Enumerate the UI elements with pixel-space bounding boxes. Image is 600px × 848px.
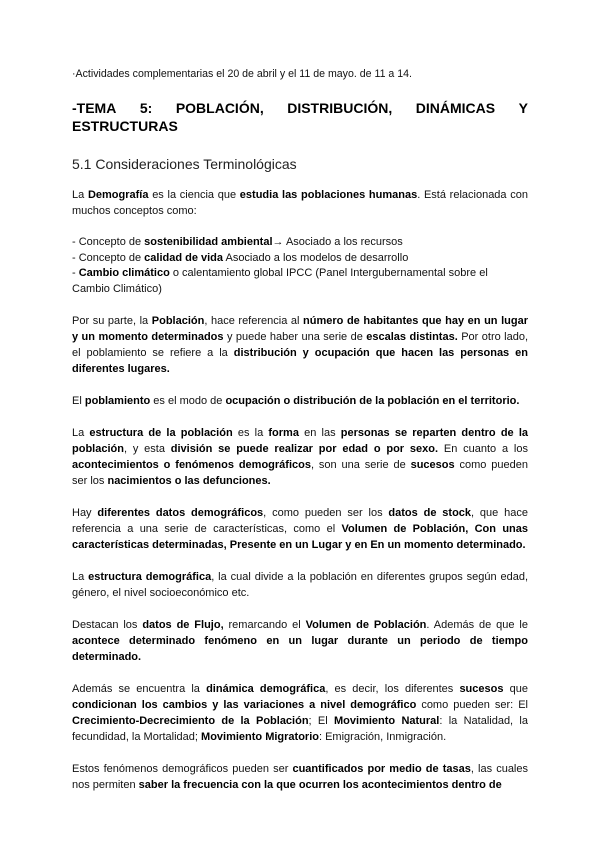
bold-text: Movimiento Natural xyxy=(334,715,440,727)
heading-word: DISTRIBUCIÓN, xyxy=(287,100,393,116)
list-item xyxy=(72,251,528,267)
bold-text: datos de stock xyxy=(388,507,472,519)
paragraph-poblamiento xyxy=(72,393,528,409)
heading-word: Y xyxy=(518,100,528,116)
text: Además se encuentra la xyxy=(72,683,207,695)
text: - xyxy=(72,267,79,279)
bold-text: personas se reparten dentro de la población xyxy=(72,427,528,455)
text: , hace referencia al xyxy=(204,315,304,327)
bold-text: Volumen de Población, Con unas características determinadas, Presente en un Lugar y en En un momento determinado. xyxy=(72,523,528,551)
text: La xyxy=(72,189,88,201)
text: En cuanto a los xyxy=(438,443,528,455)
text: ; El xyxy=(308,715,335,727)
heading-word: POBLACIÓN, xyxy=(175,100,264,116)
text: como pueden ser: El xyxy=(416,699,528,711)
paragraph-poblacion xyxy=(72,313,528,377)
paragraph-tasas xyxy=(72,761,528,793)
text: Destacan los xyxy=(72,619,143,631)
text: : la Natalidad, la fecundidad, la Mortalidad; xyxy=(72,715,528,743)
text: es el modo de xyxy=(150,395,226,407)
text: Hay xyxy=(72,507,98,519)
bold-text: Crecimiento-Decrecimiento de la Población xyxy=(72,715,309,727)
concept-list xyxy=(72,235,528,297)
bold-text: número de habitantes que hay en un lugar y un momento determinados xyxy=(72,315,528,343)
text: como pueden ser los xyxy=(72,459,528,487)
bold-text: calidad de vida xyxy=(144,251,224,264)
topic-heading-line-1 xyxy=(72,99,528,117)
text: o calentamiento global IPCC (Panel Intergubernamental sobre el Cambio Climático) xyxy=(72,267,488,295)
bold-text: estructura de la población xyxy=(89,427,233,439)
text: , y esta xyxy=(123,443,171,455)
bold-text: Demografía xyxy=(87,189,149,201)
bold-text: estructura demográfica xyxy=(88,571,212,583)
text: La xyxy=(72,427,90,439)
bold-text: escalas distintas. xyxy=(366,331,458,343)
bold-text: dinámica demográfica xyxy=(206,683,326,695)
bold-text: división se puede realizar por edad o por sexo. xyxy=(170,443,439,455)
heading-word: 5: xyxy=(139,100,153,116)
text: Por otro lado, el poblamiento se refiere a la xyxy=(72,331,529,359)
topic-heading xyxy=(72,99,528,135)
text: La xyxy=(72,571,89,583)
heading-word: -TEMA xyxy=(72,100,117,116)
bold-text: distribución y ocupación que hacen las personas en diferentes lugares. xyxy=(72,347,528,375)
text: . Además de que le xyxy=(426,619,528,631)
text: , las cuales nos permiten xyxy=(72,763,528,791)
text: , que hace referencia a una serie de características, como el xyxy=(72,507,528,535)
bold-text: sucesos xyxy=(459,683,504,695)
text: y puede haber una serie de xyxy=(223,331,367,343)
activities-note: ·Actividades complementarias el 20 de abril y el 11 de mayo. de 11 a 14. xyxy=(72,68,412,80)
bold-text: forma xyxy=(268,427,299,439)
bold-text: Cambio climático xyxy=(78,267,170,279)
text: es la xyxy=(232,427,269,439)
section-subheading: 5.1 Consideraciones Terminológicas xyxy=(72,156,297,172)
bold-text: poblamiento xyxy=(84,395,151,407)
text: , es decir, los diferentes xyxy=(325,683,460,695)
paragraph-estructura-demografica xyxy=(72,569,528,601)
text: Por su parte, la xyxy=(72,315,152,327)
text: . Está relacionada con muchos conceptos como: xyxy=(72,189,528,217)
bold-text: saber la frecuencia con la que ocurren los acontecimientos dentro de xyxy=(138,779,502,791)
text: que xyxy=(503,683,528,695)
paragraph-datos-flujo xyxy=(72,617,528,665)
text: - Concepto de xyxy=(72,251,145,264)
page-content xyxy=(72,66,528,809)
topic-heading-line-2: ESTRUCTURAS xyxy=(72,118,178,134)
text: : Emigración, Inmigración. xyxy=(318,731,447,743)
paragraph-datos-demograficos xyxy=(72,505,528,553)
paragraph-dinamica-demografica xyxy=(72,681,528,745)
bold-text: Volumen de Población xyxy=(305,619,427,631)
bold-text: datos de Flujo, xyxy=(142,619,224,631)
heading-word: DINÁMICAS xyxy=(415,100,496,116)
bold-text: sostenibilidad ambiental xyxy=(144,236,273,248)
bold-text: nacimientos o las defunciones. xyxy=(107,475,271,487)
bold-text: ocupación o distribución de la población en el territorio. xyxy=(225,395,520,407)
text: Asociado a los modelos de desarrollo xyxy=(223,251,409,264)
text: El xyxy=(72,395,85,407)
text: Estos fenómenos demográficos pueden ser xyxy=(72,763,293,775)
bold-text: estudia las poblaciones humanas xyxy=(239,189,418,201)
paragraph-estructura-poblacion xyxy=(72,425,528,489)
bold-text: acontecimientos o fenómenos demográficos xyxy=(72,459,311,471)
list-item xyxy=(72,266,528,297)
bold-text: Movimiento Migratorio xyxy=(201,731,319,743)
paragraph-demografia xyxy=(72,187,528,219)
bold-text: Población xyxy=(151,315,205,327)
text: , la cual divide a la población en diferentes grupos según edad, género, el nivel socioeconómico etc. xyxy=(72,571,528,599)
text: , como pueden ser los xyxy=(263,507,389,519)
text: → Asociado a los recursos xyxy=(272,236,403,248)
bold-text: condicionan los cambios y las variaciones a nivel demográfico xyxy=(72,699,417,711)
bold-text: diferentes datos demográficos xyxy=(97,507,264,519)
text: en las xyxy=(298,427,341,439)
text: - Concepto de xyxy=(72,236,145,248)
text: es la ciencia que xyxy=(148,189,240,201)
bold-text: cuantificados por medio de tasas xyxy=(292,763,471,775)
text: , son una serie de xyxy=(310,459,411,471)
list-item xyxy=(72,235,528,251)
bold-text: sucesos xyxy=(410,459,455,471)
text: remarcando el xyxy=(223,619,306,631)
bold-text: acontece determinado fenómeno en un lugar durante un periodo de tiempo determinado. xyxy=(72,635,528,663)
